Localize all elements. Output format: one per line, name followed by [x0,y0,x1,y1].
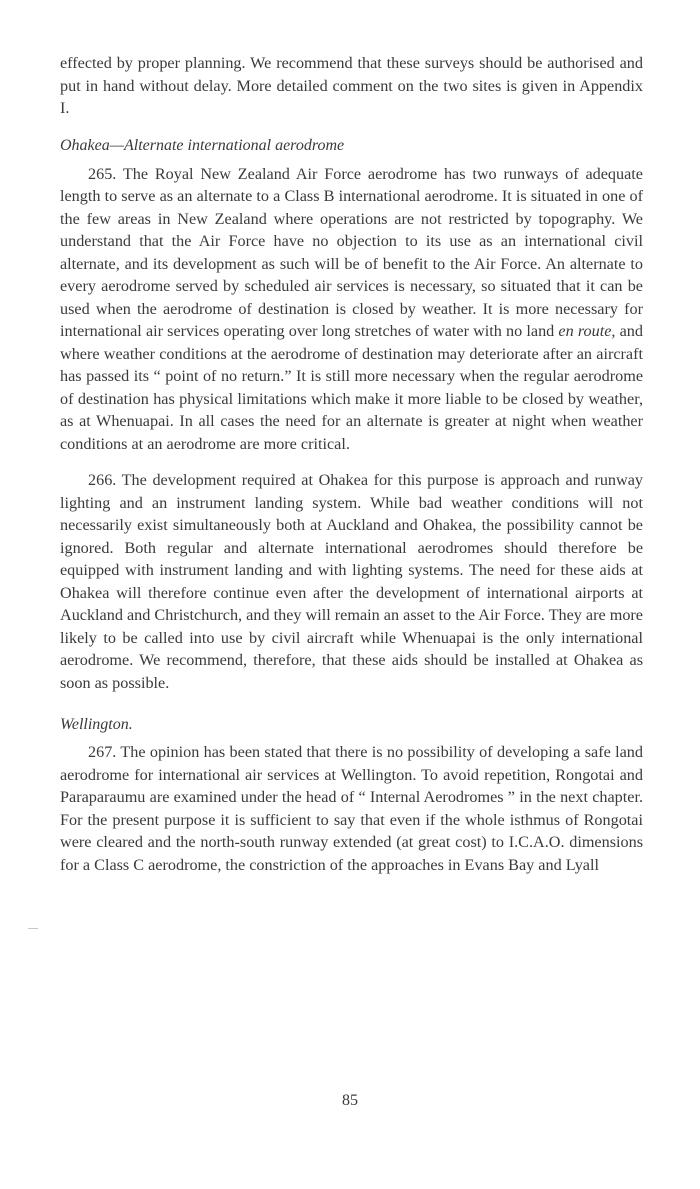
margin-mark [28,928,38,929]
paragraph-267: 267. The opinion has been stated that there is no possibility of developing a safe land aerodrome for international air services at Wellington. To avoid repetition, Rongotai and Paraparaumu are examined under the head of “ Internal Aerodromes ” in the next chapter. For the present purpose it is sufficient to say that even if the whole isthmus of Rongotai were cleared and the north-south runway extended (at great cost) to I.C.A.O. dimensions for a Class C aerodrome, the constriction of the approaches in Evans Bay and Lyall [60,743,643,874]
paragraph-265-italic: en route, [558,322,616,340]
section-heading-ohakea: Ohakea—Alternate international aerodrome [60,136,345,154]
paragraph-266: 266. The development required at Ohakea for this purpose is approach and runway lighting and an instrument landing system. While bad weather conditions will not necessarily exist simultaneously both at Auckland and Ohakea, the possibility cannot be ignored. Both regular and alternate international aerodromes should therefore be equipped with instrument landing and with lighting systems. The need for these aids at Ohakea will therefore continue even after the development of international airports at Auckland and Christchurch, and they will remain an asset to the Air Force. They are more likely to be called into use by civil aircraft while Whenuapai is the only international aerodrome. We recommend, therefore, that these aids should be installed at Ohakea as soon as possible. [60,471,643,692]
section-heading-wellington: Wellington. [60,716,133,733]
paragraph-265-text-b: and where weather conditions at the aerodrome of destination may deteriorate after an aircraft has passed its “ point of no return.” It is still more necessary when the regular aerodrome of destination has physical limitations which make it more liable to be closed by weather, as at Whenuapai. In all cases the need for an alternate is greater at night when weather conditions at an aerodrome are more critical. [60,322,643,453]
paragraph-265-text-a: 265. The Royal New Zealand Air Force aerodrome has two runways of adequate length to serve as an alternate to a Class B international aerodrome. It is situated in one of the few areas in New Zealand where operations are not restricted by topography. We understand that the Air Force have no objection to its use as an international civil alternate, and its development as such will be of benefit to the Air Force. An alternate to every aerodrome served by scheduled air services is necessary, so situated that it can be used when the aerodrome of destination is closed by weather. It is more necessary for international air services operating over long stretches of water with no land [60,164,643,340]
paragraph-265 [60,163,643,456]
paragraph-continuation: effected by proper planning. We recommend that these surveys should be authorised and put in hand without delay. More detailed comment on the two sites is given in Appendix I. [60,54,643,117]
page-body [60,52,643,876]
page-number: 85 [342,1092,358,1109]
